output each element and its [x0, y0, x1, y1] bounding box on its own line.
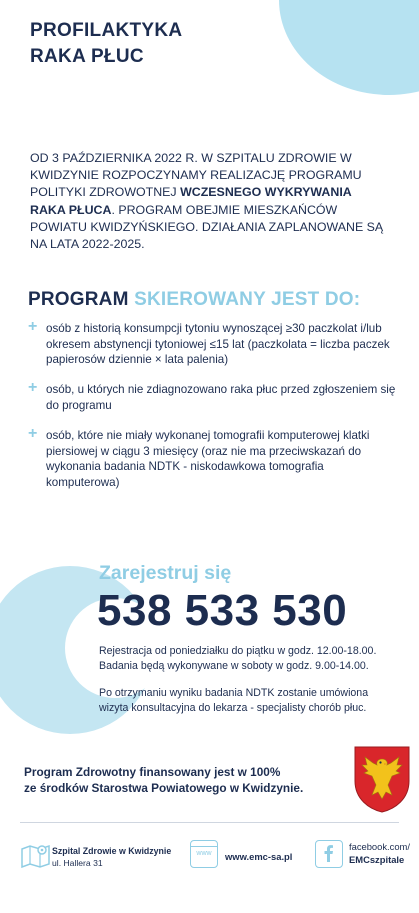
bullet-item	[28, 318, 398, 368]
facebook-glyph-icon	[316, 841, 341, 866]
plus-icon: +	[28, 379, 38, 396]
website-link[interactable]: www.emc-sa.pl	[225, 851, 293, 862]
decorative-circle	[279, 0, 419, 95]
coat-of-arms-icon	[353, 745, 411, 813]
facebook-link-line-2[interactable]: EMCszpitale	[349, 854, 405, 865]
facebook-icon	[315, 840, 343, 868]
www-icon	[190, 840, 218, 868]
intro-bold-text: WCZESNEGO WYKRYWANIA RAKA PŁUCA	[30, 185, 352, 217]
registration-hours	[99, 644, 399, 674]
www-icon-label: www	[196, 850, 212, 857]
funding-statement	[24, 764, 339, 796]
map-icon	[21, 842, 51, 868]
bullet-item	[28, 379, 398, 413]
plus-icon: +	[28, 318, 38, 335]
program-heading	[28, 289, 360, 311]
hours-line-2: Badania będą wykonywane w soboty w godz. 9.00-14.00.	[99, 660, 369, 672]
bullet-text: osób, które nie miały wykonanej tomografii komputerowej klatki piersiowej w ciągu 3 miesięcy (oraz nie ma przeciwskazań do wykonania badania NDTK - niskodawkowa tomografia komputerowa)	[46, 429, 370, 489]
note-line-1: Po otrzymaniu wyniku badania NDTK zostanie umówiona	[99, 687, 369, 699]
footer-divider	[20, 822, 399, 823]
title-line-2: RAKA PŁUC	[30, 46, 144, 67]
title-line-1: PROFILAKTYKA	[30, 20, 183, 41]
note-line-2: wizyta konsultacyjna do lekarza - specjalisty chorób płuc.	[99, 702, 367, 714]
page-title	[30, 18, 182, 70]
intro-text-2: . PROGRAM OBEJMIE MIESZKAŃCÓW POWIATU KWIDZYŃSKIEGO. DZIAŁANIA ZAPLANOWANE SĄ NA LATA 2022-2025.	[30, 202, 384, 252]
bullet-item	[28, 425, 398, 490]
hospital-address: ul. Hallera 31	[52, 858, 103, 868]
result-note	[99, 686, 399, 716]
hours-line-1: Rejestracja od poniedziałku do piątku w godz. 12.00-18.00.	[99, 645, 377, 657]
funding-line-2: ze środków Starostwa Powiatowego w Kwidzynie.	[24, 781, 304, 795]
program-heading-navy: PROGRAM	[28, 289, 129, 310]
facebook-link-line-1[interactable]: facebook.com/	[349, 841, 410, 852]
register-label: Zarejestruj się	[99, 562, 232, 584]
funding-line-1: Program Zdrowotny finansowany jest w 100%	[24, 765, 281, 779]
program-heading-blue: SKIEROWANY JEST DO:	[134, 289, 361, 310]
hospital-name: Szpital Zdrowie w Kwidzynie	[52, 846, 172, 856]
bullet-text: osób z historią konsumpcji tytoniu wynoszącej ≥30 paczkolat i/lub okresem abstynencji tytoniowej ≤15 lat (paczkolata = liczba paczek papierosów dziennie × lata palenia)	[46, 322, 390, 367]
intro-paragraph	[30, 150, 390, 253]
plus-icon: +	[28, 425, 38, 442]
bullet-text: osób, u których nie zdiagnozowano raka płuc przed zgłoszeniem się do programu	[46, 383, 396, 412]
phone-number[interactable]: 538 533 530	[97, 586, 348, 635]
intro-text-1: OD 3 PAŹDZIERNIKA 2022 R. W SZPITALU ZDROWIE W KWIDZYNIE ROZPOCZYNAMY REALIZACJĘ PROGRAMU POLITYKI ZDROWOTNEJ	[30, 151, 362, 200]
